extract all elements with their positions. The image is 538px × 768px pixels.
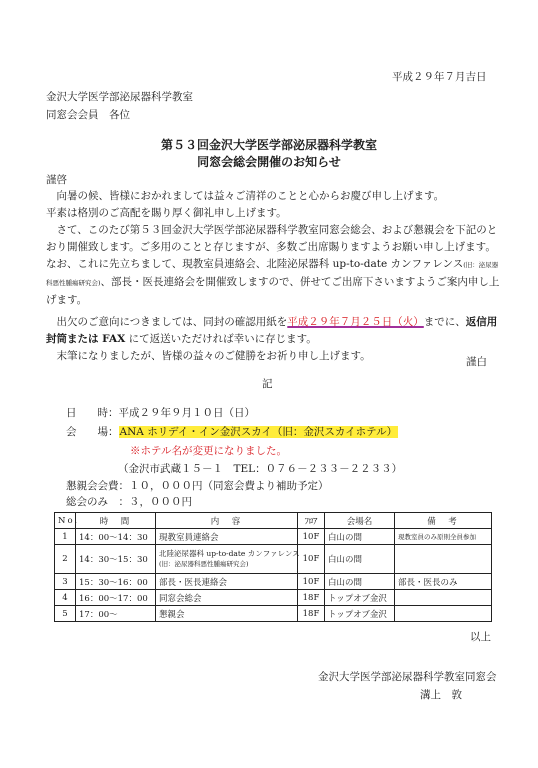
schedule-header-row xyxy=(55,513,492,529)
fee-meeting-row xyxy=(66,495,192,509)
row-no: 1 xyxy=(55,529,76,545)
announcement-text-end: 、部長・医長連絡会を開催致しますので、併せてご出席下さいますようご案内申し上げます。 xyxy=(46,276,500,306)
row-time: 16：00～17：00 xyxy=(76,590,156,606)
announcement-text: さて、このたび第５３回金沢大学医学部泌尿器科学教室同窓会総会、および懇親会を下記のとおり開催致します。ご多用のことと存じますが、多数ご出席賜りますようお願い申し上げます。なお、これに先立ちまして、現教室員連絡会、北陸泌尿器科 up-to-date カンファレンス xyxy=(46,224,498,270)
rsvp-text: 出欠のご意向につきましては、同封の確認用紙を xyxy=(56,316,288,328)
paragraph-closing-wish: 末筆になりましたが、皆様の益々のご健勝をお祈り申し上げます。 xyxy=(56,350,371,362)
row-content: 同窓会総会 xyxy=(156,590,298,606)
fee-meeting-label: 総会のみ ： xyxy=(66,496,129,508)
row-time: 15：30～16：00 xyxy=(76,574,156,590)
row-time: 17：00～ xyxy=(76,606,156,622)
row-content: 現教室員連絡会 xyxy=(156,529,298,545)
row-no: 5 xyxy=(55,606,76,622)
row-no: 4 xyxy=(55,590,76,606)
letter-body xyxy=(46,188,504,365)
fee-meeting-value: ３，０００円 xyxy=(129,496,192,508)
row-floor: 18F xyxy=(298,590,325,606)
schedule-table xyxy=(54,512,492,622)
row-floor: 18F xyxy=(298,606,325,622)
venue-change-note: ※ホテル名が変更になりました。 xyxy=(130,445,287,457)
fee-party-label: 懇親会会費： xyxy=(66,480,129,492)
fee-party-row xyxy=(66,479,329,493)
header-room: 会場名 xyxy=(325,513,395,529)
row-time: 14：00～14：30 xyxy=(76,529,156,545)
header-content: 内 容 xyxy=(156,513,298,529)
row-time: 14：30～15：30 xyxy=(76,545,156,574)
announcement-old-name: (旧：泌尿器科悪性腫瘍研究会) xyxy=(46,261,499,287)
header-time: 時 間 xyxy=(76,513,156,529)
table-row xyxy=(55,590,492,606)
rsvp-method: 返信用封筒または FAX xyxy=(46,316,498,345)
paragraph-greeting: 向暑の候、皆様におかれましては益々ご清祥のことと心からお慶び申し上げます。 xyxy=(56,190,445,202)
row-room: 白山の間 xyxy=(325,529,395,545)
row-no: 2 xyxy=(55,545,76,574)
row-room: 白山の間 xyxy=(325,574,395,590)
issue-date: 平成２９年７月吉日 xyxy=(392,71,487,83)
recipient-members: 同窓会会員 各位 xyxy=(46,109,130,121)
row-content-main: 北陸泌尿器科 up-to-date カンファレンス xyxy=(159,549,300,558)
row-note: 部長・医長のみ xyxy=(395,574,492,590)
row-room: トップオブ金沢 xyxy=(325,590,395,606)
header-note: 備 考 xyxy=(395,513,492,529)
venue-address: （金沢市武蔵１５－１ TEL：０７６－２３３－２２３３） xyxy=(118,463,403,475)
recipient-org: 金沢大学医学部泌尿器科学教室 xyxy=(46,91,193,103)
table-row xyxy=(55,545,492,574)
paragraph-rsvp xyxy=(46,314,504,348)
event-venue-row xyxy=(66,425,398,439)
table-row xyxy=(55,574,492,590)
event-date-label: 日 時： xyxy=(66,407,119,419)
document-title-line2: 同窓会総会開催のお知らせ xyxy=(197,155,341,169)
row-note: 現教室員のみ原則全員参加 xyxy=(395,529,492,545)
event-date-value: 平成２９年９月１０日（日） xyxy=(118,407,255,419)
closing-word: 謹白 xyxy=(466,356,487,368)
opening-word: 謹啓 xyxy=(46,174,67,186)
row-floor: 10F xyxy=(298,529,325,545)
row-content: 懇親会 xyxy=(156,606,298,622)
row-note xyxy=(395,545,492,574)
row-floor: 10F xyxy=(298,574,325,590)
fee-party-value: １０，０００円（同窓会費より補助予定） xyxy=(129,480,329,492)
sender-name: 溝上 敦 xyxy=(420,689,462,701)
table-row xyxy=(55,529,492,545)
table-row xyxy=(55,606,492,622)
row-no: 3 xyxy=(55,574,76,590)
row-floor: 10F xyxy=(298,545,325,574)
rsvp-text-3: にて返送いただければ幸いに存じます。 xyxy=(125,333,317,345)
ki-marker: 記 xyxy=(262,378,273,390)
ijo-marker: 以上 xyxy=(470,631,491,643)
row-content xyxy=(156,545,298,574)
sender-org: 金沢大学医学部泌尿器科学教室同窓会 xyxy=(318,671,497,683)
row-room: トップオブ金沢 xyxy=(325,606,395,622)
rsvp-deadline: 平成２９年７月２５日（火） xyxy=(287,316,424,328)
row-note xyxy=(395,590,492,606)
event-date-row xyxy=(66,406,255,420)
row-note xyxy=(395,606,492,622)
event-venue-value: ANA ホリデイ・イン金沢スカイ（旧：金沢スカイホテル） xyxy=(119,426,398,438)
header-no: No. xyxy=(55,513,76,529)
row-content-sub: (旧：泌尿器科悪性腫瘍研究会) xyxy=(159,560,249,568)
rsvp-text-2: までに、 xyxy=(423,316,466,328)
row-content: 部長・医長連絡会 xyxy=(156,574,298,590)
paragraph-announcement xyxy=(46,222,504,309)
paragraph-thanks: 平素は格別のご高配を賜り厚く御礼申し上げます。 xyxy=(46,207,287,219)
row-room: 白山の間 xyxy=(325,545,395,574)
document-title-line1: 第５３回金沢大学医学部泌尿器科学教室 xyxy=(160,138,377,152)
event-venue-label: 会 場： xyxy=(66,426,119,438)
header-floor: ﾌﾛｱ xyxy=(298,513,325,529)
